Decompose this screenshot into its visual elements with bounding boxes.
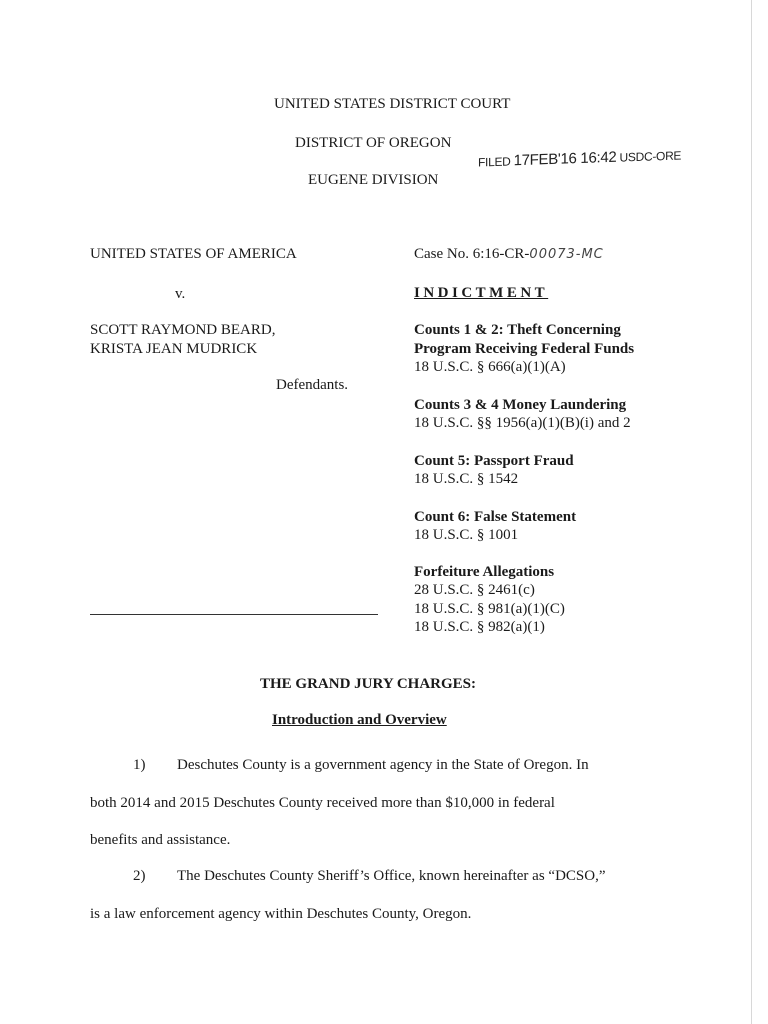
forfeiture-heading: Forfeiture Allegations: [414, 564, 555, 580]
stamp-date: 17FEB'16 16:42: [513, 148, 617, 170]
forfeiture-statute-2: 18 U.S.C. § 981(a)(1)(C): [414, 601, 565, 617]
count-3-4-heading: Counts 3 & 4 Money Laundering: [414, 397, 627, 413]
count-5-statute: 18 U.S.C. § 1542: [414, 471, 519, 487]
district-name: DISTRICT OF OREGON: [295, 135, 452, 151]
paragraph-2-number: 2): [133, 868, 146, 884]
forfeiture-statute-3: 18 U.S.C. § 982(a)(1): [414, 619, 545, 635]
count-1-2-statute: 18 U.S.C. § 666(a)(1)(A): [414, 359, 566, 375]
paragraph-1-line-2: both 2014 and 2015 Deschutes County received more than $10,000 in federal: [90, 795, 555, 811]
paragraph-2-line-1: The Deschutes County Sheriff’s Office, known hereinafter as “DCSO,”: [177, 868, 606, 884]
count-1-2-heading-2: Program Receiving Federal Funds: [414, 341, 635, 357]
stamp-court-code: USDC-ORE: [619, 148, 682, 165]
charges-heading: THE GRAND JURY CHARGES:: [260, 676, 477, 692]
paragraph-2-line-2: is a law enforcement agency within Deschutes County, Oregon.: [90, 906, 472, 922]
paragraph-1-number: 1): [133, 757, 146, 773]
case-number: [414, 246, 604, 263]
document-title: INDICTMENT: [414, 285, 549, 301]
count-1-2-heading-1: Counts 1 & 2: Theft Concerning: [414, 322, 621, 338]
defendant-2: KRISTA JEAN MUDRICK: [90, 341, 258, 357]
count-5-heading: Count 5: Passport Fraud: [414, 453, 574, 469]
count-6-statute: 18 U.S.C. § 1001: [414, 527, 519, 543]
defendant-1: SCOTT RAYMOND BEARD,: [90, 322, 276, 338]
defendants-label: Defendants.: [276, 377, 349, 393]
filed-stamp: [478, 146, 681, 170]
division-name: EUGENE DIVISION: [308, 172, 439, 188]
case-number-label: Case No. 6:16-CR-: [414, 246, 530, 262]
versus: v.: [175, 286, 186, 302]
plaintiff: UNITED STATES OF AMERICA: [90, 246, 297, 262]
paragraph-1-line-3: benefits and assistance.: [90, 832, 231, 848]
caption-divider: [90, 614, 378, 615]
case-number-handwritten: 00073-MC: [529, 247, 604, 262]
forfeiture-statute-1: 28 U.S.C. § 2461(c): [414, 582, 535, 598]
court-name: UNITED STATES DISTRICT COURT: [274, 96, 511, 112]
paragraph-1-line-1: Deschutes County is a government agency in the State of Oregon. In: [177, 757, 589, 773]
count-3-4-statute: 18 U.S.C. §§ 1956(a)(1)(B)(i) and 2: [414, 415, 631, 431]
stamp-prefix: FILED: [478, 154, 511, 170]
count-6-heading: Count 6: False Statement: [414, 509, 577, 525]
section-heading: Introduction and Overview: [272, 712, 447, 728]
page-edge: [751, 0, 752, 1024]
